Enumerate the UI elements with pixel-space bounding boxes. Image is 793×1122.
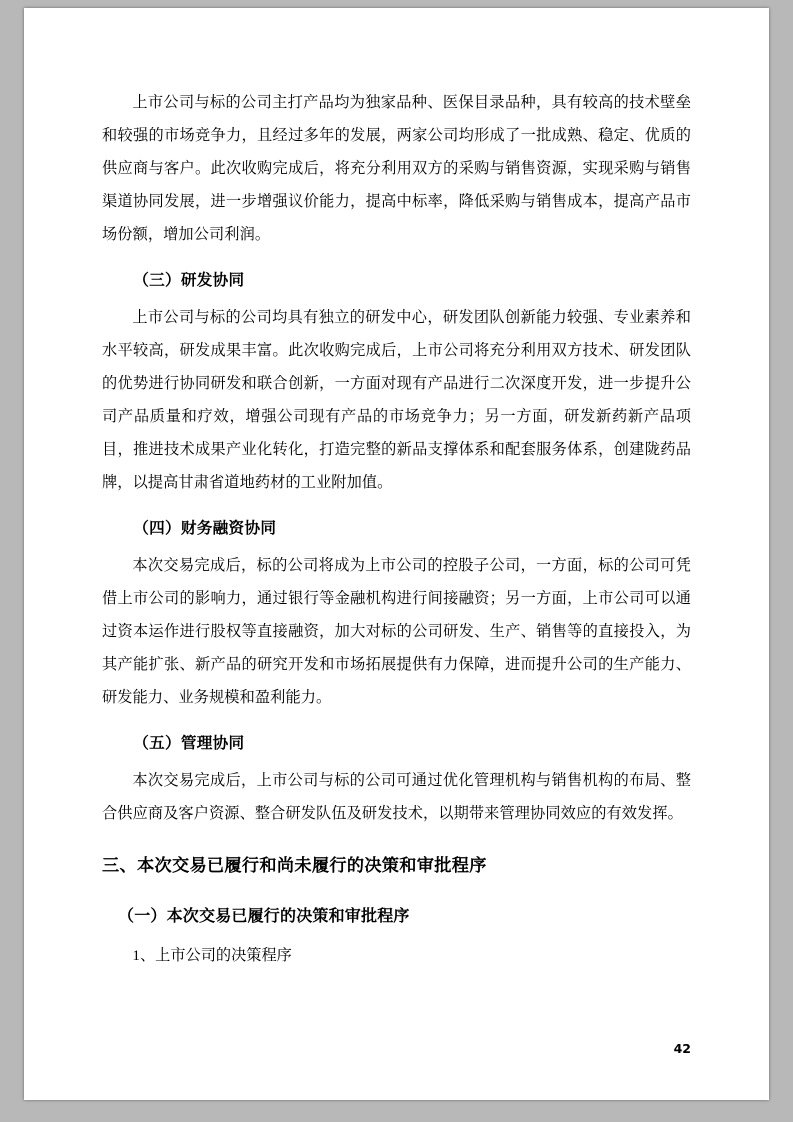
paragraph-management-synergy: 本次交易完成后，上市公司与标的公司可通过优化管理机构与销售机构的布局、整合供应商及客户资源、整合研发队伍及研发技术，以期带来管理协同效应的有效发挥。 — [102, 772, 691, 822]
heading-sub-one-approval: （一）本次交易已履行的决策和审批程序 — [118, 906, 410, 925]
document-page — [24, 8, 769, 1100]
paragraph-rd-synergy: 上市公司与标的公司均具有独立的研发中心，研发团队创新能力较强、专业素养和水平较高，研发成果丰富。此次收购完成后，上市公司将充分利用双方技术、研发团队的优势进行协同研发和联合创新，一方面对现有产品进行二次深度开发，进一步提升公司产品质量和疗效，增强公司现有产品的市场竞争力；另一方面，研发新药新产品项目，推进技术成果产业化转化，打造完整的新品支撑体系和配套服务体系，创建陇药品牌，以提高甘肃省道地药材的工业附加值。 — [102, 309, 691, 491]
heading-financial-synergy: （四）财务融资协同 — [133, 519, 277, 537]
paragraph-purchase-sales-synergy: 上市公司与标的公司主打产品均为独家品种、医保目录品种，具有较高的技术壁垒和较强的市场竞争力，且经过多年的发展，两家公司均形成了一批成熟、稳定、优质的供应商与客户。此次收购完成后，将充分利用双方的采购与销售资源，实现采购与销售渠道协同发展，进一步增强议价能力，提高中标率，降低采购与销售成本，提高产品市场份额，增加公司利润。 — [102, 94, 691, 243]
heading-rd-synergy: （三）研发协同 — [133, 271, 245, 289]
paragraph-financial-synergy: 本次交易完成后，标的公司将成为上市公司的控股子公司，一方面，标的公司可凭借上市公司的影响力，通过银行等金融机构进行间接融资；另一方面，上市公司可以通过资本运作进行股权等直接融资，加大对标的公司研发、生产、销售等的直接投入，为其产能扩张、新产品的研究开发和市场拓展提供有力保障，进而提升公司的生产能力、研发能力、业务规模和盈利能力。 — [102, 557, 691, 706]
list-item-listed-company-procedure: 1、上市公司的决策程序 — [132, 947, 292, 964]
heading-management-synergy: （五）管理协同 — [133, 734, 245, 752]
page-number: 42 — [673, 1041, 691, 1056]
heading-section-three: 三、本次交易已履行和尚未履行的决策和审批程序 — [102, 856, 487, 876]
